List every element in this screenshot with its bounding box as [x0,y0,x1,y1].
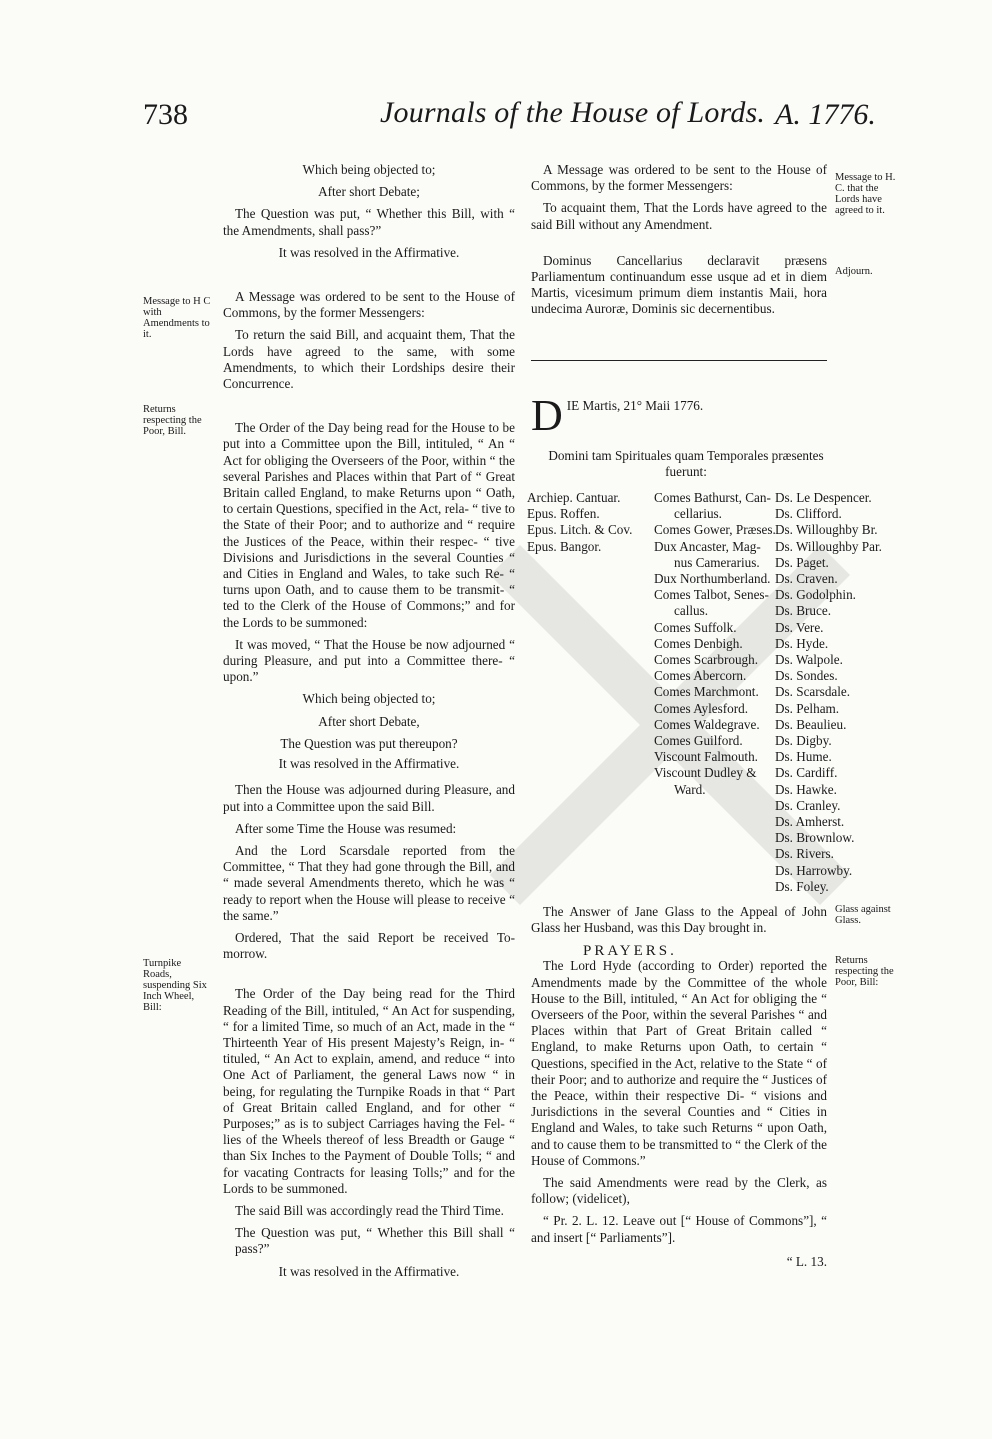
lord-entry: Ds. Sondes. [775,668,838,684]
page-year: A. 1776. [775,98,876,131]
left-paragraph-8b: After short Debate, [318,713,420,729]
lord-entry: Comes Denbigh. [654,635,743,651]
prayers-heading: PRAYERS. [583,943,677,959]
lord-entry: Ds. Hume. [775,749,832,765]
lord-entry: Ward. [674,781,706,797]
lord-entry: Ds. Walpole. [775,652,843,668]
lord-entry: Comes Suffolk. [654,619,737,635]
lord-entry: Ds. Amherst. [775,814,845,830]
left-paragraph-5: To return the said Bill, and acquaint them, That the Lords have agreed to the same, with some Amendments, to which their Lordships desire their Concurrence. [223,327,515,392]
lord-entry: Ds. Rivers. [775,846,834,862]
lord-entry: Comes Scarbrough. [654,652,759,668]
lord-entry: Epus. Bangor. [527,538,602,554]
right-column-top [531,162,827,318]
lord-entry: Epus. Roffen. [527,506,600,522]
lord-entry: Ds. Willoughby Br. [775,522,878,538]
left-paragraph-6: The Order of the Day being read for the House to be put into a Committee upon the Bill, intituled, “ An “ Act for obliging the Overseers of the Poor, within “ the several Parishes and Places within that Part of “ Great Britain called England, to make Returns upon “ Oath, to certain Questions, specified in the Act, rela- “ tive to the State of their Poor; and to authorize and “ require the Justices of the Peace, within their respec- “ tive Divisions and Jurisdictions in the several Counties “ and Cities in England and Wales, to take such Re- “ turns upon Oath, and to cause them to be transmit- “ ted to the Clerk of the House of Commons;” and for the Lords to be summoned: [223,420,515,630]
lord-entry: Ds. Cardiff. [775,765,838,781]
lord-entry: Ds. Brownlow. [775,830,855,846]
right-column-bottom [531,904,827,1270]
left-paragraph-1b: After short Debate; [318,184,420,200]
lord-entry: Comes Waldegrave. [654,716,760,732]
margin-note-returns-right: Returns respecting the Poor, Bill: [835,955,894,988]
catchword: “ L. 13. [786,1253,827,1269]
lord-entry: Comes Aylesford. [654,700,749,716]
left-paragraph-14: The said Bill was accordingly read the Third Time. [235,1202,504,1218]
right-paragraph-6: The said Amendments were read by the Clerk, as follow; (videlicet), [531,1175,827,1207]
section-divider [531,360,827,361]
left-paragraph-9: Then the House was adjourned during Pleasure, and put into a Committee upon the said Bill. [223,782,515,814]
lord-entry: Ds. Digby. [775,733,832,749]
left-paragraph-8d: It was resolved in the Affirmative. [278,756,460,772]
lord-entry: Ds. Godolphin. [775,587,856,603]
lords-barons-list [775,490,882,895]
margin-note-adjourn: Adjourn. [835,266,873,277]
lord-entry: Viscount Falmouth. [654,749,758,765]
left-paragraph-3: It was resolved in the Affirmative. [278,244,460,260]
lord-entry: nus Camerarius. [674,554,760,570]
lord-entry: Ds. Harrowby. [775,862,853,878]
lords-earls-list [654,490,776,798]
margin-note-turnpike: Turnpike Roads, suspending Six Inch Wheel, Bill: [143,958,207,1013]
right-paragraph-4: The Answer of Jane Glass to the Appeal of John Glass her Husband, was this Day brought in. [531,904,827,936]
right-paragraph-7: “ Pr. 2. L. 12. Leave out [“ House of Commons”], “ and insert [“ Parliaments”]. [531,1213,827,1245]
lord-entry: Comes Bathurst, Can- [654,490,771,505]
lord-entry: Comes Gower, Præses. [654,522,776,538]
left-paragraph-13: The Order of the Day being read for the Third Reading of the Bill, intituled, “ An Act for suspending, “ for a limited Time, so much of an Act, made in the “ Thirteenth Year of His present Majesty’s Reign, in- “ tituled, “ An Act to explain, amend, and reduce “ into One Act of Parliament, the general Laws now “ in being, for regulating the Turnpike Roads in that “ Part of Great Britain called England, and for other “ Purposes;” as is to subject Carriages having the Fel- “ lies of the Wheels thereof of less Breadth or Gauge “ than Six Inches to the Payment of Double Tolls; “ and for vacating Contracts for leasing Tolls;” and for the Lords to be summoned. [223,986,515,1196]
domini-line: Domini tam Spirituales quam Temporales præsentes fuerunt: [548,448,824,480]
lord-entry: Comes Marchmont. [654,684,759,700]
left-paragraph-10: After some Time the House was resumed: [235,820,457,836]
margin-note-glass: Glass against Glass. [835,904,891,926]
lord-entry: Ds. Beaulieu. [775,716,847,732]
lord-entry: Ds. Willoughby Par. [775,538,882,554]
left-column [223,162,515,1280]
left-paragraph-15: The Question was put, “ Whether this Bill shall “ pass?” [235,1225,515,1257]
left-paragraph-2: The Question was put, “ Whether this Bill, with “ the Amendments, shall pass?” [223,206,515,238]
lord-entry: Ds. Pelham. [775,700,840,716]
left-paragraph-16: It was resolved in the Affirmative. [278,1263,460,1279]
lord-entry: Ds. Paget. [775,554,829,570]
session-heading [531,391,827,440]
left-paragraph-1a: Which being objected to; [302,162,436,177]
lord-entry: Dux Ancaster, Mag- [654,538,761,554]
lord-entry: Ds. Cranley. [775,797,841,813]
lords-spiritual-list [527,490,632,555]
right-paragraph-2: To acquaint them, That the Lords have agreed to the said Bill without any Amendment. [531,200,827,232]
left-paragraph-11: And the Lord Scarsdale reported from the Committee, “ That they had gone through the Bill, and “ made several Amendments thereto, which he was “ ready to report when the House will please to receive “ the same.” [223,842,515,923]
lord-entry: Ds. Le Despencer. [775,490,872,505]
lord-entry: Ds. Hawke. [775,781,837,797]
lord-entry: callus. [674,603,709,619]
lord-entry: Ds. Hyde. [775,635,829,651]
lord-entry: Viscount Dudley & [654,765,757,781]
lord-entry: Ds. Clifford. [775,506,842,522]
lord-entry: Ds. Bruce. [775,603,832,619]
drop-cap: D [531,391,563,440]
margin-note-message-agreed: Message to H. C. that the Lords have agreed to it. [835,172,896,216]
left-paragraph-8c: The Question was put thereupon? [280,735,458,751]
margin-note-returns: Returns respecting the Poor, Bill. [143,404,202,437]
lord-entry: Dux Northumberland. [654,571,771,587]
right-paragraph-5: The Lord Hyde (according to Order) reported the Amendments made by the Committee of the whole House to the Bill, intituled, “ An Act for obliging the “ Overseers of the Poor, within the several Parishes “ and Places within that Part of Great Britain called “ England, to make Returns upon Oath, to certain “ Questions, specified in the Act, relative to the State “ of their Poor; and to authorize and require the “ Justices of the Peace, within their respective Di- “ visions and Jurisdictions in the several Counties and “ Cities in England and Wales, to take such Returns “ upon Oath, and to cause them to be transmitted to “ the Clerk of the House of Commons.” [531,958,827,1168]
right-paragraph-1: A Message was ordered to be sent to the House of Commons, by the former Messengers: [531,162,827,194]
right-paragraph-3: Dominus Cancellarius declaravit præsens Parliamentum continuandum esse usque ad et in diem Martis, vicesimum primum diem instantis Maii, hora undecima Auroræ, Dominis sic decernentibus. [531,252,827,317]
lord-entry: Ds. Vere. [775,619,824,635]
session-date: IE Martis, 21° Maii 1776. [566,398,704,413]
left-paragraph-7: It was moved, “ That the House be now adjourned “ during Pleasure, and put into a Committee there- “ upon.” [223,636,515,685]
margin-note-message: Message to H C with Amendments to it. [143,296,211,340]
lord-entry: Comes Abercorn. [654,668,747,684]
lord-entry: Archiep. Cantuar. [527,490,621,505]
lord-entry: Ds. Craven. [775,571,838,587]
lord-entry: Comes Guilford. [654,733,743,749]
page-number: 738 [143,98,188,131]
lord-entry: Ds. Scarsdale. [775,684,851,700]
lord-entry: Epus. Litch. & Cov. [527,522,633,538]
page-title: Journals of the House of Lords. [380,96,766,129]
left-paragraph-8a: Which being objected to; [302,691,436,707]
lord-entry: Comes Talbot, Senes- [654,587,769,603]
lord-entry: cellarius. [674,506,722,522]
lord-entry: Ds. Foley. [775,878,829,894]
left-paragraph-12: Ordered, That the said Report be received To-morrow. [223,929,515,962]
left-paragraph-4: A Message was ordered to be sent to the House of Commons, by the former Messengers: [223,289,515,321]
